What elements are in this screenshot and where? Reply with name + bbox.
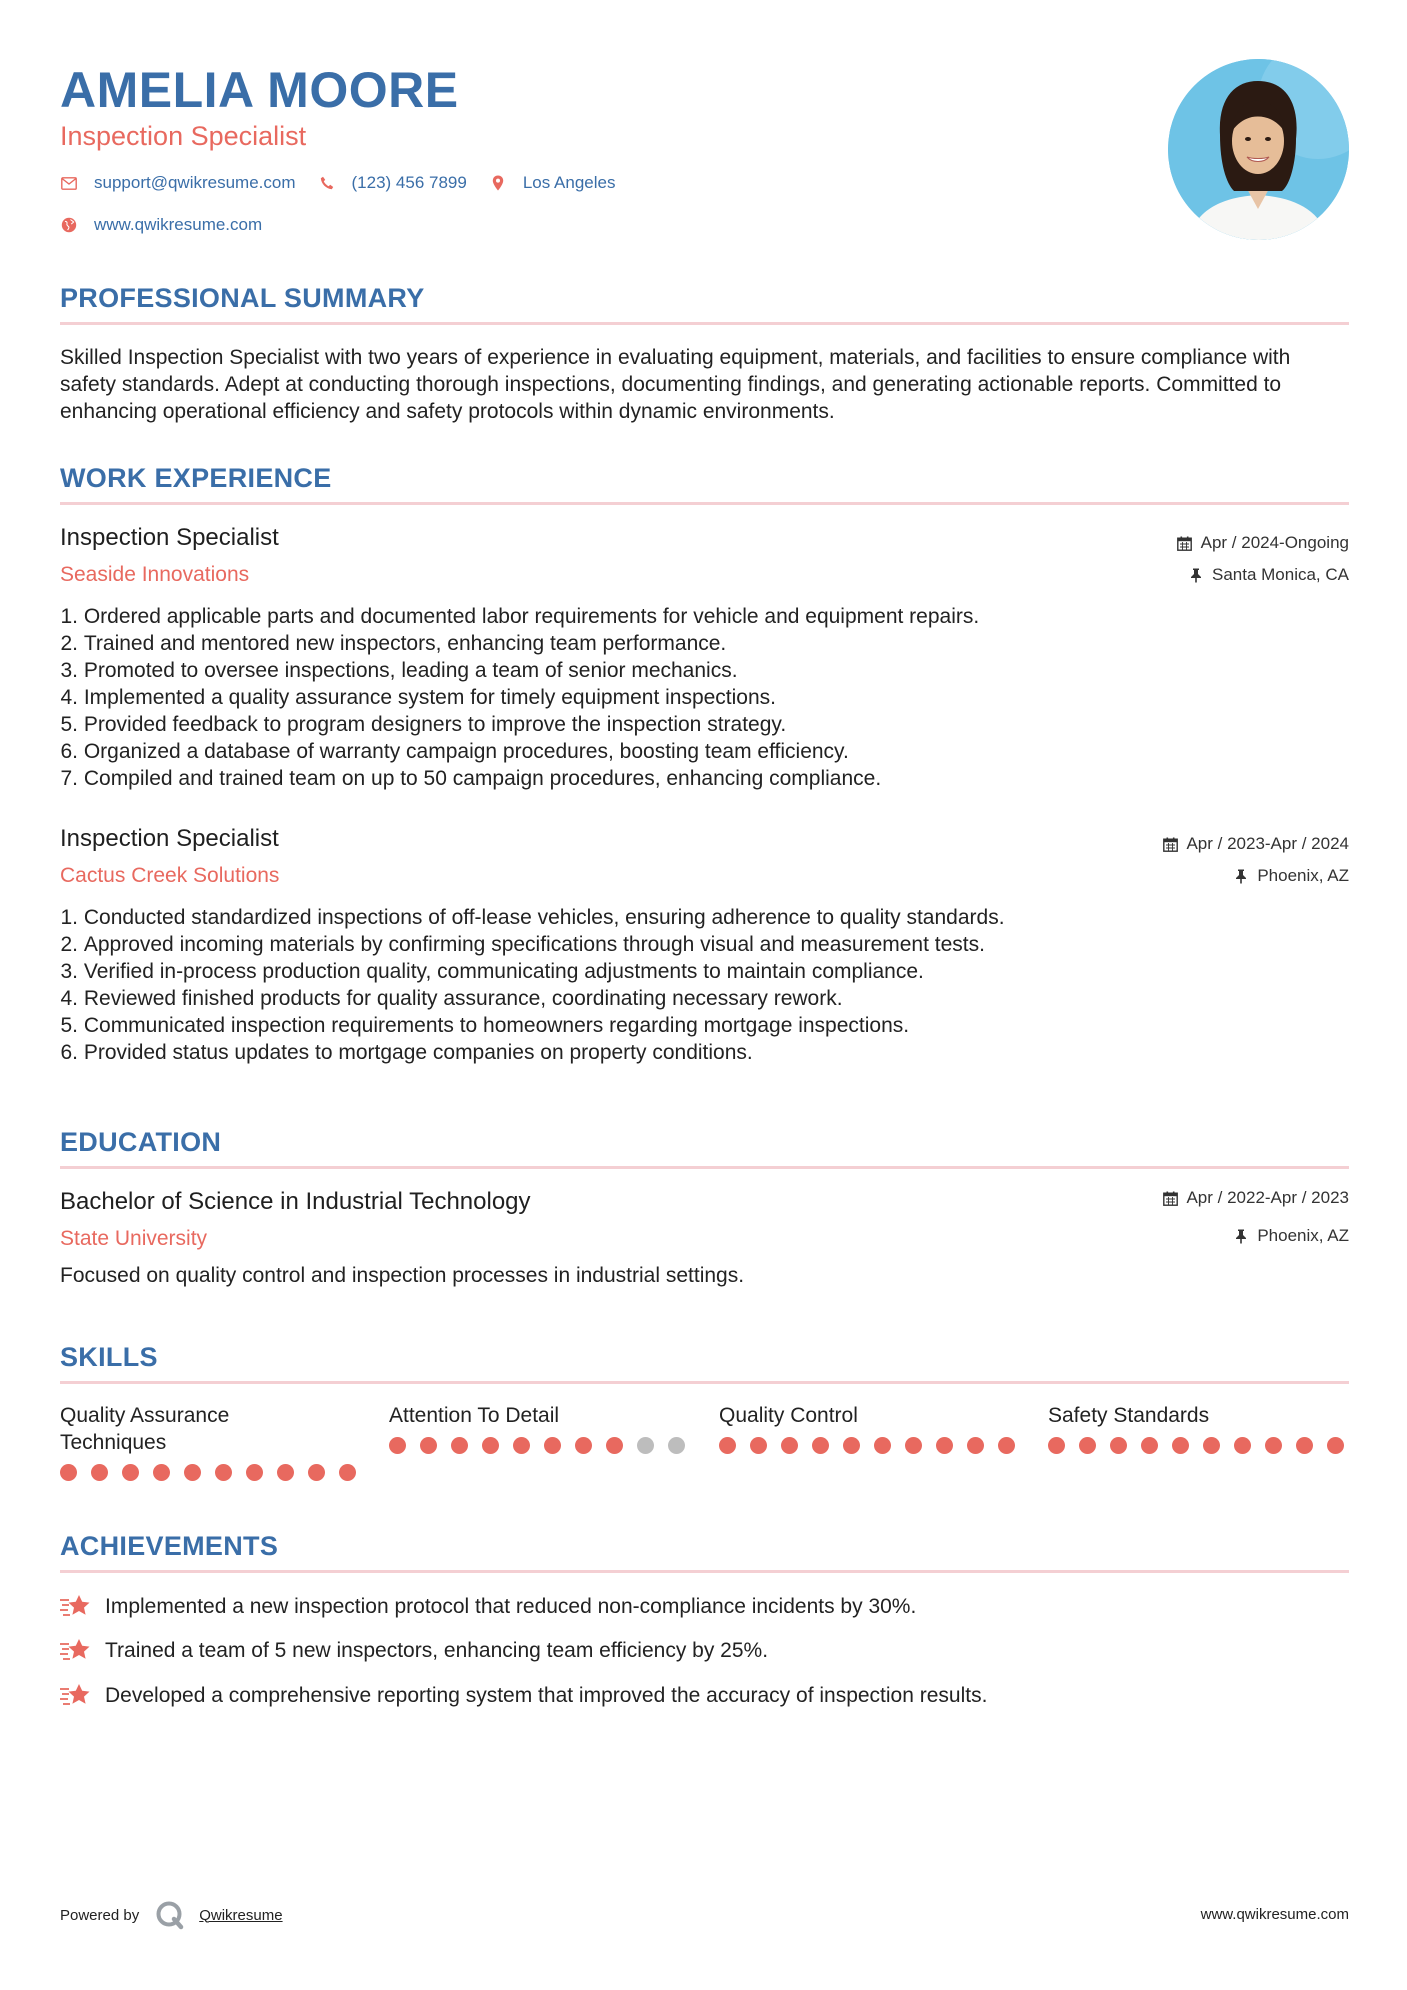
email-text: support@qwikresume.com [94, 173, 296, 192]
job-location [1233, 865, 1349, 887]
education-dates-text: Apr / 2022-Apr / 2023 [1186, 1188, 1349, 1207]
rating-dot-filled [60, 1464, 77, 1481]
rating-dot-filled [1172, 1437, 1189, 1454]
skill-item [1048, 1402, 1348, 1454]
skill-item [60, 1402, 360, 1481]
job-location [1188, 564, 1349, 586]
contact-location [489, 173, 616, 193]
pushpin-icon [1233, 1228, 1249, 1244]
footer-branding [60, 1900, 283, 1930]
education-location-text: Phoenix, AZ [1257, 1226, 1349, 1245]
section-divider [60, 322, 1349, 325]
rating-dot-filled [1110, 1437, 1127, 1454]
skill-item [389, 1402, 689, 1454]
contact-website[interactable] [60, 215, 262, 235]
job-title: Inspection Specialist [60, 825, 279, 852]
section-divider [60, 1381, 1349, 1384]
rating-dot-filled [1296, 1437, 1313, 1454]
list-item: 2. Approved incoming materials by confirming specifications through visual and measurement tests. [60, 933, 985, 956]
rating-dot-filled [482, 1437, 499, 1454]
summary-heading: PROFESSIONAL SUMMARY [60, 283, 425, 313]
footer-website[interactable]: www.qwikresume.com [1200, 1906, 1349, 1923]
job-dates [1162, 833, 1349, 855]
job-title: Inspection Specialist [60, 524, 279, 551]
education-location [1233, 1225, 1349, 1247]
job-location-text: Santa Monica, CA [1211, 565, 1349, 584]
job-dates [1177, 532, 1349, 554]
list-item: 1. Ordered applicable parts and documented labor requirements for vehicle and equipment repairs. [60, 605, 980, 628]
contact-phone[interactable] [318, 173, 467, 193]
rating-dot-filled [719, 1437, 736, 1454]
achievement-text: Implemented a new inspection protocol that reduced non-compliance incidents by 30%. [105, 1594, 917, 1618]
job-dates-text: Apr / 2024-Ongoing [1200, 533, 1349, 552]
achievement-item [60, 1636, 768, 1664]
globe-icon [60, 216, 78, 234]
rating-dot-filled [781, 1437, 798, 1454]
rating-dot-filled [1048, 1437, 1065, 1454]
list-item: 6. Provided status updates to mortgage companies on property conditions. [60, 1041, 753, 1064]
rating-dot-filled [153, 1464, 170, 1481]
envelope-icon [60, 174, 78, 192]
list-item: 2. Trained and mentored new inspectors, enhancing team performance. [60, 632, 727, 655]
star-icon [60, 1681, 92, 1709]
job-location-text: Phoenix, AZ [1257, 866, 1349, 885]
candidate-title: Inspection Specialist [60, 121, 307, 151]
rating-dot-filled [1079, 1437, 1096, 1454]
star-icon [60, 1636, 92, 1664]
education-dates [1162, 1187, 1349, 1209]
rating-dot-filled [998, 1437, 1015, 1454]
rating-dot-filled [967, 1437, 984, 1454]
skills-heading: SKILLS [60, 1342, 158, 1372]
rating-dot-filled [277, 1464, 294, 1481]
list-item: 6. Organized a database of warranty campaign procedures, boosting team efficiency. [60, 740, 849, 763]
achievement-item [60, 1592, 916, 1620]
rating-dot-filled [513, 1437, 530, 1454]
candidate-name: AMELIA MOORE [60, 62, 459, 118]
education-description: Focused on quality control and inspection processes in industrial settings. [60, 1264, 745, 1287]
rating-dot-filled [905, 1437, 922, 1454]
skill-item [719, 1402, 1019, 1454]
section-divider [60, 502, 1349, 505]
skill-rating [1048, 1437, 1348, 1454]
rating-dot-filled [308, 1464, 325, 1481]
rating-dot-filled [544, 1437, 561, 1454]
rating-dot-filled [246, 1464, 263, 1481]
list-item: 5. Communicated inspection requirements to homeowners regarding mortgage inspections. [60, 1014, 910, 1037]
job-company: Seaside Innovations [60, 563, 250, 586]
achievement-item [60, 1681, 987, 1709]
rating-dot-filled [575, 1437, 592, 1454]
rating-dot-filled [936, 1437, 953, 1454]
rating-dot-filled [420, 1437, 437, 1454]
skill-name: Quality Assurance Techniques [60, 1404, 230, 1454]
website-text: www.qwikresume.com [94, 215, 263, 234]
list-item: 3. Verified in-process production quality, communicating adjustments to maintain compliance. [60, 960, 924, 983]
achievement-text: Trained a team of 5 new inspectors, enhancing team efficiency by 25%. [105, 1638, 769, 1662]
rating-dot-empty [637, 1437, 654, 1454]
qwikresume-logo-icon [155, 1900, 185, 1930]
phone-text: (123) 456 7899 [351, 173, 467, 192]
rating-dot-filled [184, 1464, 201, 1481]
school-name: State University [60, 1227, 208, 1250]
list-item: 5. Provided feedback to program designers to improve the inspection strategy. [60, 713, 787, 736]
rating-dot-filled [750, 1437, 767, 1454]
rating-dot-filled [91, 1464, 108, 1481]
contact-email[interactable] [60, 173, 296, 193]
skill-rating [60, 1464, 360, 1481]
section-divider [60, 1166, 1349, 1169]
rating-dot-filled [812, 1437, 829, 1454]
phone-icon [318, 174, 336, 192]
rating-dot-filled [1234, 1437, 1251, 1454]
achievement-text: Developed a comprehensive reporting system that improved the accuracy of inspection results. [105, 1683, 988, 1707]
skill-name: Quality Control [719, 1404, 858, 1427]
job-company: Cactus Creek Solutions [60, 864, 280, 887]
qwikresume-link[interactable]: Qwikresume [199, 1906, 283, 1924]
list-item: 1. Conducted standardized inspections of off-lease vehicles, ensuring adherence to quality standards. [60, 906, 1005, 929]
rating-dot-filled [843, 1437, 860, 1454]
list-item: 7. Compiled and trained team on up to 50 campaign procedures, enhancing compliance. [60, 767, 882, 790]
section-divider [60, 1570, 1349, 1573]
summary-text: Skilled Inspection Specialist with two years of experience in evaluating equipment, materials, and facilities to ensure compliance with safety standards. Adept at conducting thorough inspections, documenting findings, and generating actionable reports. Committed to enhancing operational efficiency and safety protocols within dynamic environments. [60, 346, 1291, 423]
skill-rating [389, 1437, 689, 1454]
contact-row [60, 173, 637, 193]
contact-row-2 [60, 215, 284, 235]
job-bullets [50, 603, 1310, 792]
calendar-icon [1177, 535, 1193, 551]
rating-dot-filled [451, 1437, 468, 1454]
powered-by-label: Powered by [60, 1906, 140, 1924]
map-pin-icon [489, 174, 507, 192]
location-text: Los Angeles [522, 173, 616, 192]
calendar-icon [1162, 1190, 1178, 1206]
calendar-icon [1162, 836, 1178, 852]
profile-photo [1168, 59, 1349, 240]
rating-dot-filled [339, 1464, 356, 1481]
rating-dot-filled [874, 1437, 891, 1454]
rating-dot-empty [668, 1437, 685, 1454]
star-icon [60, 1592, 92, 1620]
rating-dot-filled [122, 1464, 139, 1481]
list-item: 3. Promoted to oversee inspections, leading a team of senior mechanics. [60, 659, 738, 682]
pushpin-icon [1233, 868, 1249, 884]
rating-dot-filled [1265, 1437, 1282, 1454]
rating-dot-filled [215, 1464, 232, 1481]
achievements-heading: ACHIEVEMENTS [60, 1531, 279, 1561]
list-item: 4. Implemented a quality assurance system for timely equipment inspections. [60, 686, 777, 709]
list-item: 4. Reviewed finished products for quality assurance, coordinating necessary rework. [60, 987, 843, 1010]
experience-heading: WORK EXPERIENCE [60, 463, 332, 493]
rating-dot-filled [1203, 1437, 1220, 1454]
skill-name: Safety Standards [1048, 1404, 1210, 1427]
rating-dot-filled [389, 1437, 406, 1454]
pushpin-icon [1188, 567, 1204, 583]
skill-name: Attention To Detail [389, 1404, 560, 1427]
job-dates-text: Apr / 2023-Apr / 2024 [1186, 834, 1349, 853]
rating-dot-filled [606, 1437, 623, 1454]
skill-rating [719, 1437, 1019, 1454]
rating-dot-filled [1141, 1437, 1158, 1454]
rating-dot-filled [1327, 1437, 1344, 1454]
education-heading: EDUCATION [60, 1127, 222, 1157]
degree-title: Bachelor of Science in Industrial Technology [60, 1188, 531, 1215]
job-bullets [50, 904, 1310, 1066]
